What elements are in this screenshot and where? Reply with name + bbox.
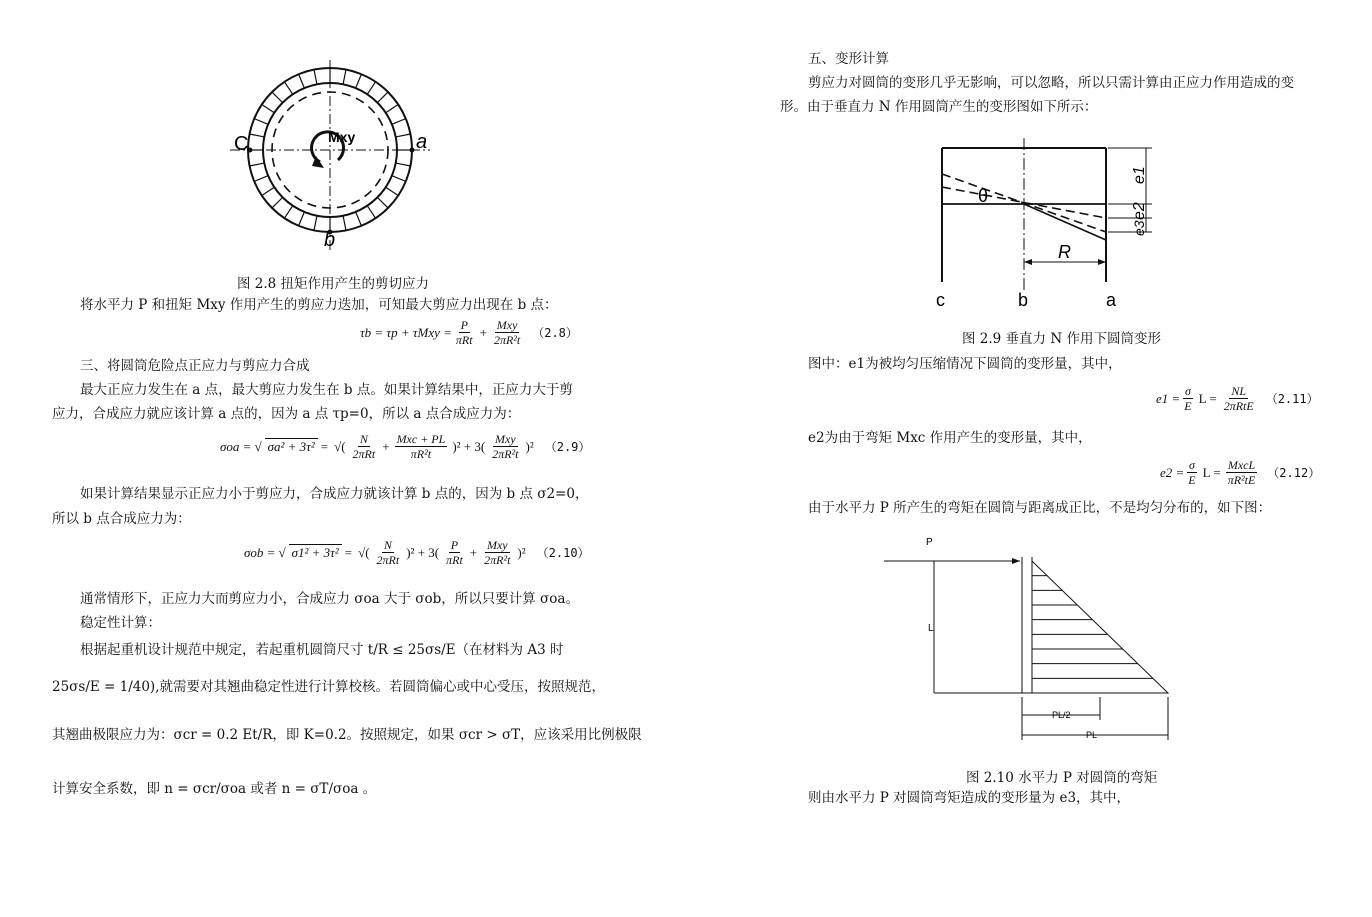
left-para-5-line-2: 25σs/E = 1/40),就需要对其翘曲稳定性进行计算校核。若圆筒偏心或中心受压，按照规范，: [52, 679, 605, 695]
label-L: L: [928, 623, 934, 634]
equation-2-8: τb = τp + τMxy = $\frac{P}{\text{πRt}}$ + $\frac{\text{Mxy}}{\text{2πR²t}}$ （2.8）: [360, 318, 578, 347]
left-para-5-line-1: 根据起重机设计规范中规定，若起重机圆筒尺寸 t/R ≤ 25σs/E（在材料为 A3 时: [80, 642, 564, 658]
figure-2-8-caption: 图 2.8 扭矩作用产生的剪切应力: [237, 276, 430, 292]
label-b-9: b: [1018, 290, 1029, 310]
right-para-1-line-1: 剪应力对圆筒的变形几乎无影响，可以忽略，所以只需计算由正应力作用造成的变: [808, 75, 1294, 91]
label-e3: e3: [1131, 220, 1147, 236]
left-heading-3: 三、将圆筒危险点正应力与剪应力合成: [80, 358, 310, 374]
label-PL: PL: [1086, 730, 1098, 740]
equation-2-10: σob = √ σ1² + 3τ² = √( $\frac{N}{\text{2πRt}}$ )² + 3( $\frac{P}{\text{πRt}}$ + $\frac{\text{Mxy}}{\text{2πR²t}}$ )² （2.10）: [244, 538, 590, 567]
label-R: R: [1058, 242, 1071, 262]
label-PL2: PL/2: [1052, 710, 1071, 720]
label-mxy: Mxy: [328, 129, 356, 145]
equation-2-9: σoa = √ σa² + 3τ² = √( $\frac{N}{\text{2πRt}}$ + $\frac{\text{Mxc + PL}}{\text{πR²t}}$ )² + 3( $\frac{\text{Mxy}}{\text{2πR²t}}$ )² （2.9）: [220, 432, 591, 461]
label-theta: θ: [978, 186, 989, 206]
left-heading-stability: 稳定性计算：: [80, 615, 161, 631]
right-para-3: e2为由于弯矩 Mxc 作用产生的变形量，其中，: [808, 430, 1092, 446]
label-b: b: [324, 229, 336, 251]
label-c: C: [234, 133, 249, 155]
left-para-3-line-2: 所以 b 点合成应力为：: [52, 511, 191, 527]
label-a: a: [416, 131, 428, 153]
figure-2-10-caption: 图 2.10 水平力 P 对圆筒的弯矩: [966, 770, 1158, 786]
figure-2-8-torsion-ring: [220, 50, 440, 310]
left-para-3-line-1: 如果计算结果显示正应力小于剪应力，合成应力就该计算 b 点的，因为 b 点 σ2=0，: [80, 486, 589, 502]
left-para-2-line-1: 最大正应力发生在 a 点，最大剪应力发生在 b 点。如果计算结果中，正应力大于剪: [80, 382, 573, 398]
left-para-1: 将水平力 P 和扭矩 Mxy 作用产生的剪应力迭加，可知最大剪应力出现在 b 点：: [80, 297, 558, 313]
equation-2-12: e2 = $\frac{\sigma}{E}$ L = $\frac{\text{MxcL}}{\text{πR²tE}}$ （2.12）: [1160, 458, 1321, 487]
figure-2-9-deformation: [930, 132, 1160, 312]
figure-2-9-caption: 图 2.9 垂直力 N 作用下圆筒变形: [962, 331, 1161, 347]
label-e1: e1: [1131, 166, 1148, 184]
left-para-4: 通常情形下，正应力大而剪应力小，合成应力 σoa 大于 σob，所以只要计算 σoa。: [80, 591, 579, 607]
label-a-9: a: [1106, 290, 1117, 310]
left-para-2-line-2: 应力，合成应力就应该计算 a 点的，因为 a 点 τp=0，所以 a 点合成应力为：: [52, 406, 521, 422]
equation-2-11: e1 = $\frac{\sigma}{E}$ L = $\frac{NL}{\text{2πRtE}}$ （2.11）: [1156, 384, 1319, 413]
left-para-5-line-3: 其翘曲极限应力为：σcr = 0.2 Et/R，即 K=0.2。按照规定，如果 σcr > σT，应该采用比例极限: [52, 727, 642, 743]
right-para-1-line-2: 形。由于垂直力 N 作用圆筒产生的变形图如下所示：: [780, 99, 1098, 115]
label-c-9: c: [936, 290, 945, 310]
label-e2: e2: [1131, 202, 1148, 220]
right-para-5: 则由水平力 P 对圆筒弯矩造成的变形量为 e3，其中，: [808, 790, 1131, 806]
label-P: P: [926, 537, 933, 548]
left-para-5-line-4: 计算安全系数，即 n = σcr/σoa 或者 n = σT/σoa 。: [52, 781, 377, 797]
right-para-2: 图中：e1为被均匀压缩情况下圆筒的变形量，其中，: [808, 356, 1122, 372]
figure-2-10-moment-diagram: [880, 535, 1180, 745]
right-heading-5: 五、变形计算: [808, 51, 889, 67]
right-para-4: 由于水平力 P 所产生的弯矩在圆筒与距离成正比，不是均匀分布的，如下图：: [808, 500, 1272, 516]
